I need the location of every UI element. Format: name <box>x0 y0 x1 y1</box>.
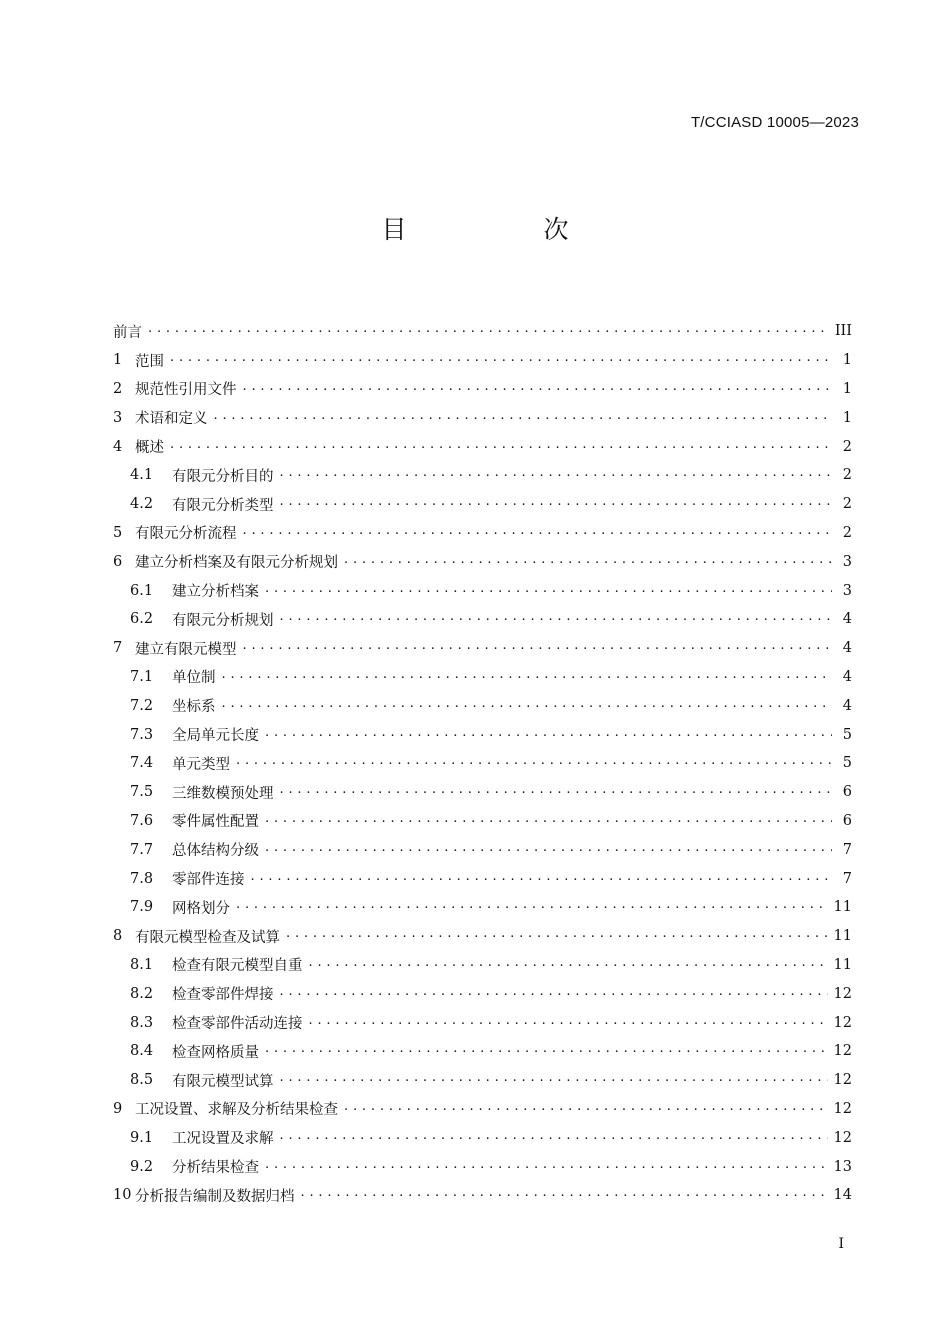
toc-entry-number: 9 <box>113 1100 123 1117</box>
toc-dot-leader <box>170 439 832 455</box>
toc-entry-page: 2 <box>842 438 852 455</box>
toc-entry[interactable] <box>113 749 852 778</box>
toc-entry-number: 6.1 <box>130 582 154 599</box>
toc-entry-page: 12 <box>833 985 852 1002</box>
toc-entry-number: 5 <box>113 524 123 541</box>
toc-entry[interactable] <box>113 634 852 663</box>
toc-entry[interactable] <box>113 1095 852 1124</box>
toc-entry-label: 零件属性配置 <box>172 814 259 831</box>
toc-entry-number: 7.1 <box>130 668 154 685</box>
toc-entry-page: 4 <box>842 611 852 628</box>
toc-dot-leader <box>280 467 833 483</box>
toc-entry-label: 规范性引用文件 <box>135 382 237 399</box>
toc-entry-label: 工况设置、求解及分析结果检查 <box>135 1102 338 1119</box>
toc-entry-page: 11 <box>833 956 852 973</box>
toc-entry[interactable] <box>113 864 852 893</box>
toc-entry-label: 检查有限元模型自重 <box>172 958 303 975</box>
toc-entry-page: 4 <box>842 668 852 685</box>
toc-entry-label: 有限元分析类型 <box>172 497 274 514</box>
toc-entry[interactable] <box>113 576 852 605</box>
toc-entry-page: 12 <box>833 1014 852 1031</box>
toc-entry-page: 3 <box>842 582 852 599</box>
toc-entry-label: 有限元分析规划 <box>172 612 274 629</box>
toc-dot-leader <box>222 698 833 714</box>
toc-entry-label: 检查零部件焊接 <box>172 987 274 1004</box>
toc-dot-leader <box>280 611 833 627</box>
toc-entry-page: 12 <box>833 1043 852 1060</box>
toc-entry[interactable] <box>113 778 852 807</box>
toc-entry[interactable] <box>113 663 852 692</box>
toc-entry-page: 5 <box>842 726 852 743</box>
toc-dot-leader <box>236 755 832 771</box>
toc-entry[interactable] <box>113 922 852 951</box>
toc-entry-page: 12 <box>833 1129 852 1146</box>
toc-entry-number: 6 <box>113 553 123 570</box>
toc-dot-leader <box>344 554 832 570</box>
toc-entry-number: 8 <box>113 928 123 945</box>
toc-entry-page: 2 <box>842 467 852 484</box>
toc-entry-label: 总体结构分级 <box>172 843 259 860</box>
toc-dot-leader <box>265 842 832 858</box>
toc-entry-number: 3 <box>113 409 123 426</box>
toc-entry[interactable] <box>113 432 852 461</box>
toc-entry-page: 1 <box>842 352 852 369</box>
toc-entry-number: 8.3 <box>130 1014 154 1031</box>
toc-dot-leader <box>344 1101 828 1117</box>
toc-entry[interactable] <box>113 375 852 404</box>
toc-dot-leader <box>243 640 833 656</box>
toc-entry-page: 12 <box>833 1072 852 1089</box>
toc-dot-leader <box>265 583 832 599</box>
toc-dot-leader <box>286 928 828 944</box>
toc-dot-leader <box>265 813 832 829</box>
toc-dot-leader <box>280 1072 828 1088</box>
toc-dot-leader <box>265 1043 828 1059</box>
toc-entry-page: 7 <box>842 841 852 858</box>
toc-entry-number: 7.2 <box>130 697 154 714</box>
toc-entry-page: 1 <box>842 380 852 397</box>
toc-entry[interactable] <box>113 951 852 980</box>
toc-entry[interactable] <box>113 346 852 375</box>
toc-entry-page: 13 <box>833 1158 852 1175</box>
toc-entry-number: 9.1 <box>130 1129 154 1146</box>
toc-entry-label: 建立分析档案及有限元分析规划 <box>135 555 338 572</box>
toc-dot-leader <box>214 410 833 426</box>
toc-entry-label: 三维数模预处理 <box>172 785 274 802</box>
toc-entry-label: 检查网格质量 <box>172 1044 259 1061</box>
toc-entry-number: 7.5 <box>130 784 154 801</box>
toc-entry-label: 分析结果检查 <box>172 1160 259 1176</box>
toc-entry-label: 有限元分析目的 <box>172 468 274 485</box>
toc-dot-leader <box>309 957 828 973</box>
toc-entry-number: 4 <box>113 438 123 455</box>
toc-entry-label: 分析报告编制及数据归档 <box>135 1188 295 1205</box>
toc-entry-label: 坐标系 <box>172 699 216 716</box>
toc-entry[interactable] <box>113 490 852 519</box>
toc-entry-page: 12 <box>833 1100 852 1117</box>
toc-entry-number: 4.2 <box>130 496 154 513</box>
toc-entry[interactable] <box>113 1066 852 1095</box>
toc-dot-leader <box>280 784 833 800</box>
toc-entry-number: 7.8 <box>130 870 154 887</box>
toc-entry-page: 11 <box>833 899 852 916</box>
toc-entry[interactable] <box>113 1008 852 1037</box>
page-title: 目 次 <box>381 215 625 244</box>
toc-dot-leader <box>236 899 828 915</box>
toc-entry-label: 零部件连接 <box>172 872 245 889</box>
toc-entry-number: 7 <box>113 640 123 657</box>
toc-dot-leader <box>309 1015 828 1031</box>
toc-dot-leader <box>243 381 833 397</box>
toc-entry-page: 4 <box>842 640 852 657</box>
toc-entry[interactable] <box>113 317 852 346</box>
toc-entry-page: 2 <box>842 496 852 513</box>
toc-entry-number: 7.6 <box>130 812 154 829</box>
toc-entry[interactable] <box>113 979 852 1008</box>
toc-entry[interactable] <box>113 720 852 749</box>
toc-dot-leader <box>280 1130 828 1146</box>
toc-entry-number: 9.2 <box>130 1158 154 1175</box>
toc-entry-page: 5 <box>842 755 852 772</box>
toc-dot-leader <box>243 525 833 541</box>
toc-entry-label: 单元类型 <box>172 756 230 773</box>
toc-entry-page: 14 <box>833 1187 852 1204</box>
toc-entry-label: 范围 <box>135 353 164 370</box>
toc-entry-page: 6 <box>842 812 852 829</box>
toc-entry[interactable] <box>113 807 852 836</box>
toc-entry-number: 7.7 <box>130 841 154 858</box>
toc-entry-number: 7.3 <box>130 726 154 743</box>
toc-entry-page: 1 <box>842 409 852 426</box>
toc-entry-label: 网格划分 <box>172 900 230 917</box>
toc-entry[interactable] <box>113 1123 852 1152</box>
toc-entry-number: 10 <box>113 1187 132 1204</box>
toc-entry[interactable] <box>113 605 852 634</box>
toc-entry[interactable] <box>113 1152 852 1181</box>
toc-entry-label: 单位制 <box>172 670 216 687</box>
toc-entry-number: 8.5 <box>130 1072 154 1089</box>
page-number: I <box>838 1236 844 1252</box>
toc-entry-number: 8.4 <box>130 1043 154 1060</box>
toc-entry[interactable] <box>113 519 852 548</box>
toc-entry-label: 全局单元长度 <box>172 728 259 745</box>
toc-entry[interactable] <box>113 461 852 490</box>
toc-entry-page: 7 <box>842 870 852 887</box>
toc-dot-leader <box>170 352 832 368</box>
toc-dot-leader <box>265 727 832 743</box>
toc-dot-leader <box>280 986 828 1002</box>
toc-entry-page: 11 <box>833 928 852 945</box>
toc-entry-label: 概述 <box>135 440 164 457</box>
toc-entry[interactable] <box>113 835 852 864</box>
toc-entry[interactable] <box>113 691 852 720</box>
toc-entry-label: 建立分析档案 <box>172 584 259 601</box>
toc-entry-number: 2 <box>113 380 123 397</box>
toc-entry-label: 有限元分析流程 <box>135 526 237 543</box>
toc-dot-leader <box>251 871 833 887</box>
toc-entry-label: 前言 <box>113 324 142 341</box>
toc-entry[interactable] <box>113 1181 852 1210</box>
toc-entry-label: 有限元模型试算 <box>172 1073 274 1090</box>
toc-entry[interactable] <box>113 893 852 922</box>
toc-entry-number: 7.4 <box>130 755 154 772</box>
toc-entry[interactable] <box>113 1037 852 1066</box>
document-code: T/CCIASD 10005—2023 <box>690 114 859 131</box>
toc-entry-page: 6 <box>842 784 852 801</box>
toc-entry-number: 1 <box>113 352 123 369</box>
toc-entry-page: 4 <box>842 697 852 714</box>
toc-entry-page: III <box>834 323 852 340</box>
toc-entry-number: 8.2 <box>130 985 154 1002</box>
table-of-contents <box>113 317 852 1210</box>
toc-entry-label: 术语和定义 <box>135 411 208 428</box>
toc-dot-leader <box>222 669 833 685</box>
toc-dot-leader <box>301 1187 828 1203</box>
toc-entry-number: 8.1 <box>130 956 154 973</box>
toc-dot-leader <box>265 1159 828 1175</box>
toc-entry-label: 工况设置及求解 <box>172 1131 274 1148</box>
toc-entry-number: 7.9 <box>130 899 154 916</box>
toc-entry-number: 4.1 <box>130 467 154 484</box>
toc-dot-leader <box>148 323 829 339</box>
toc-entry-label: 有限元模型检查及试算 <box>135 929 280 946</box>
toc-entry-page: 3 <box>842 553 852 570</box>
toc-entry-label: 检查零部件活动连接 <box>172 1016 303 1033</box>
toc-entry[interactable] <box>113 547 852 576</box>
toc-entry-label: 建立有限元模型 <box>135 641 237 658</box>
toc-dot-leader <box>280 496 833 512</box>
toc-entry-number: 6.2 <box>130 611 154 628</box>
toc-entry[interactable] <box>113 403 852 432</box>
toc-entry-page: 2 <box>842 524 852 541</box>
